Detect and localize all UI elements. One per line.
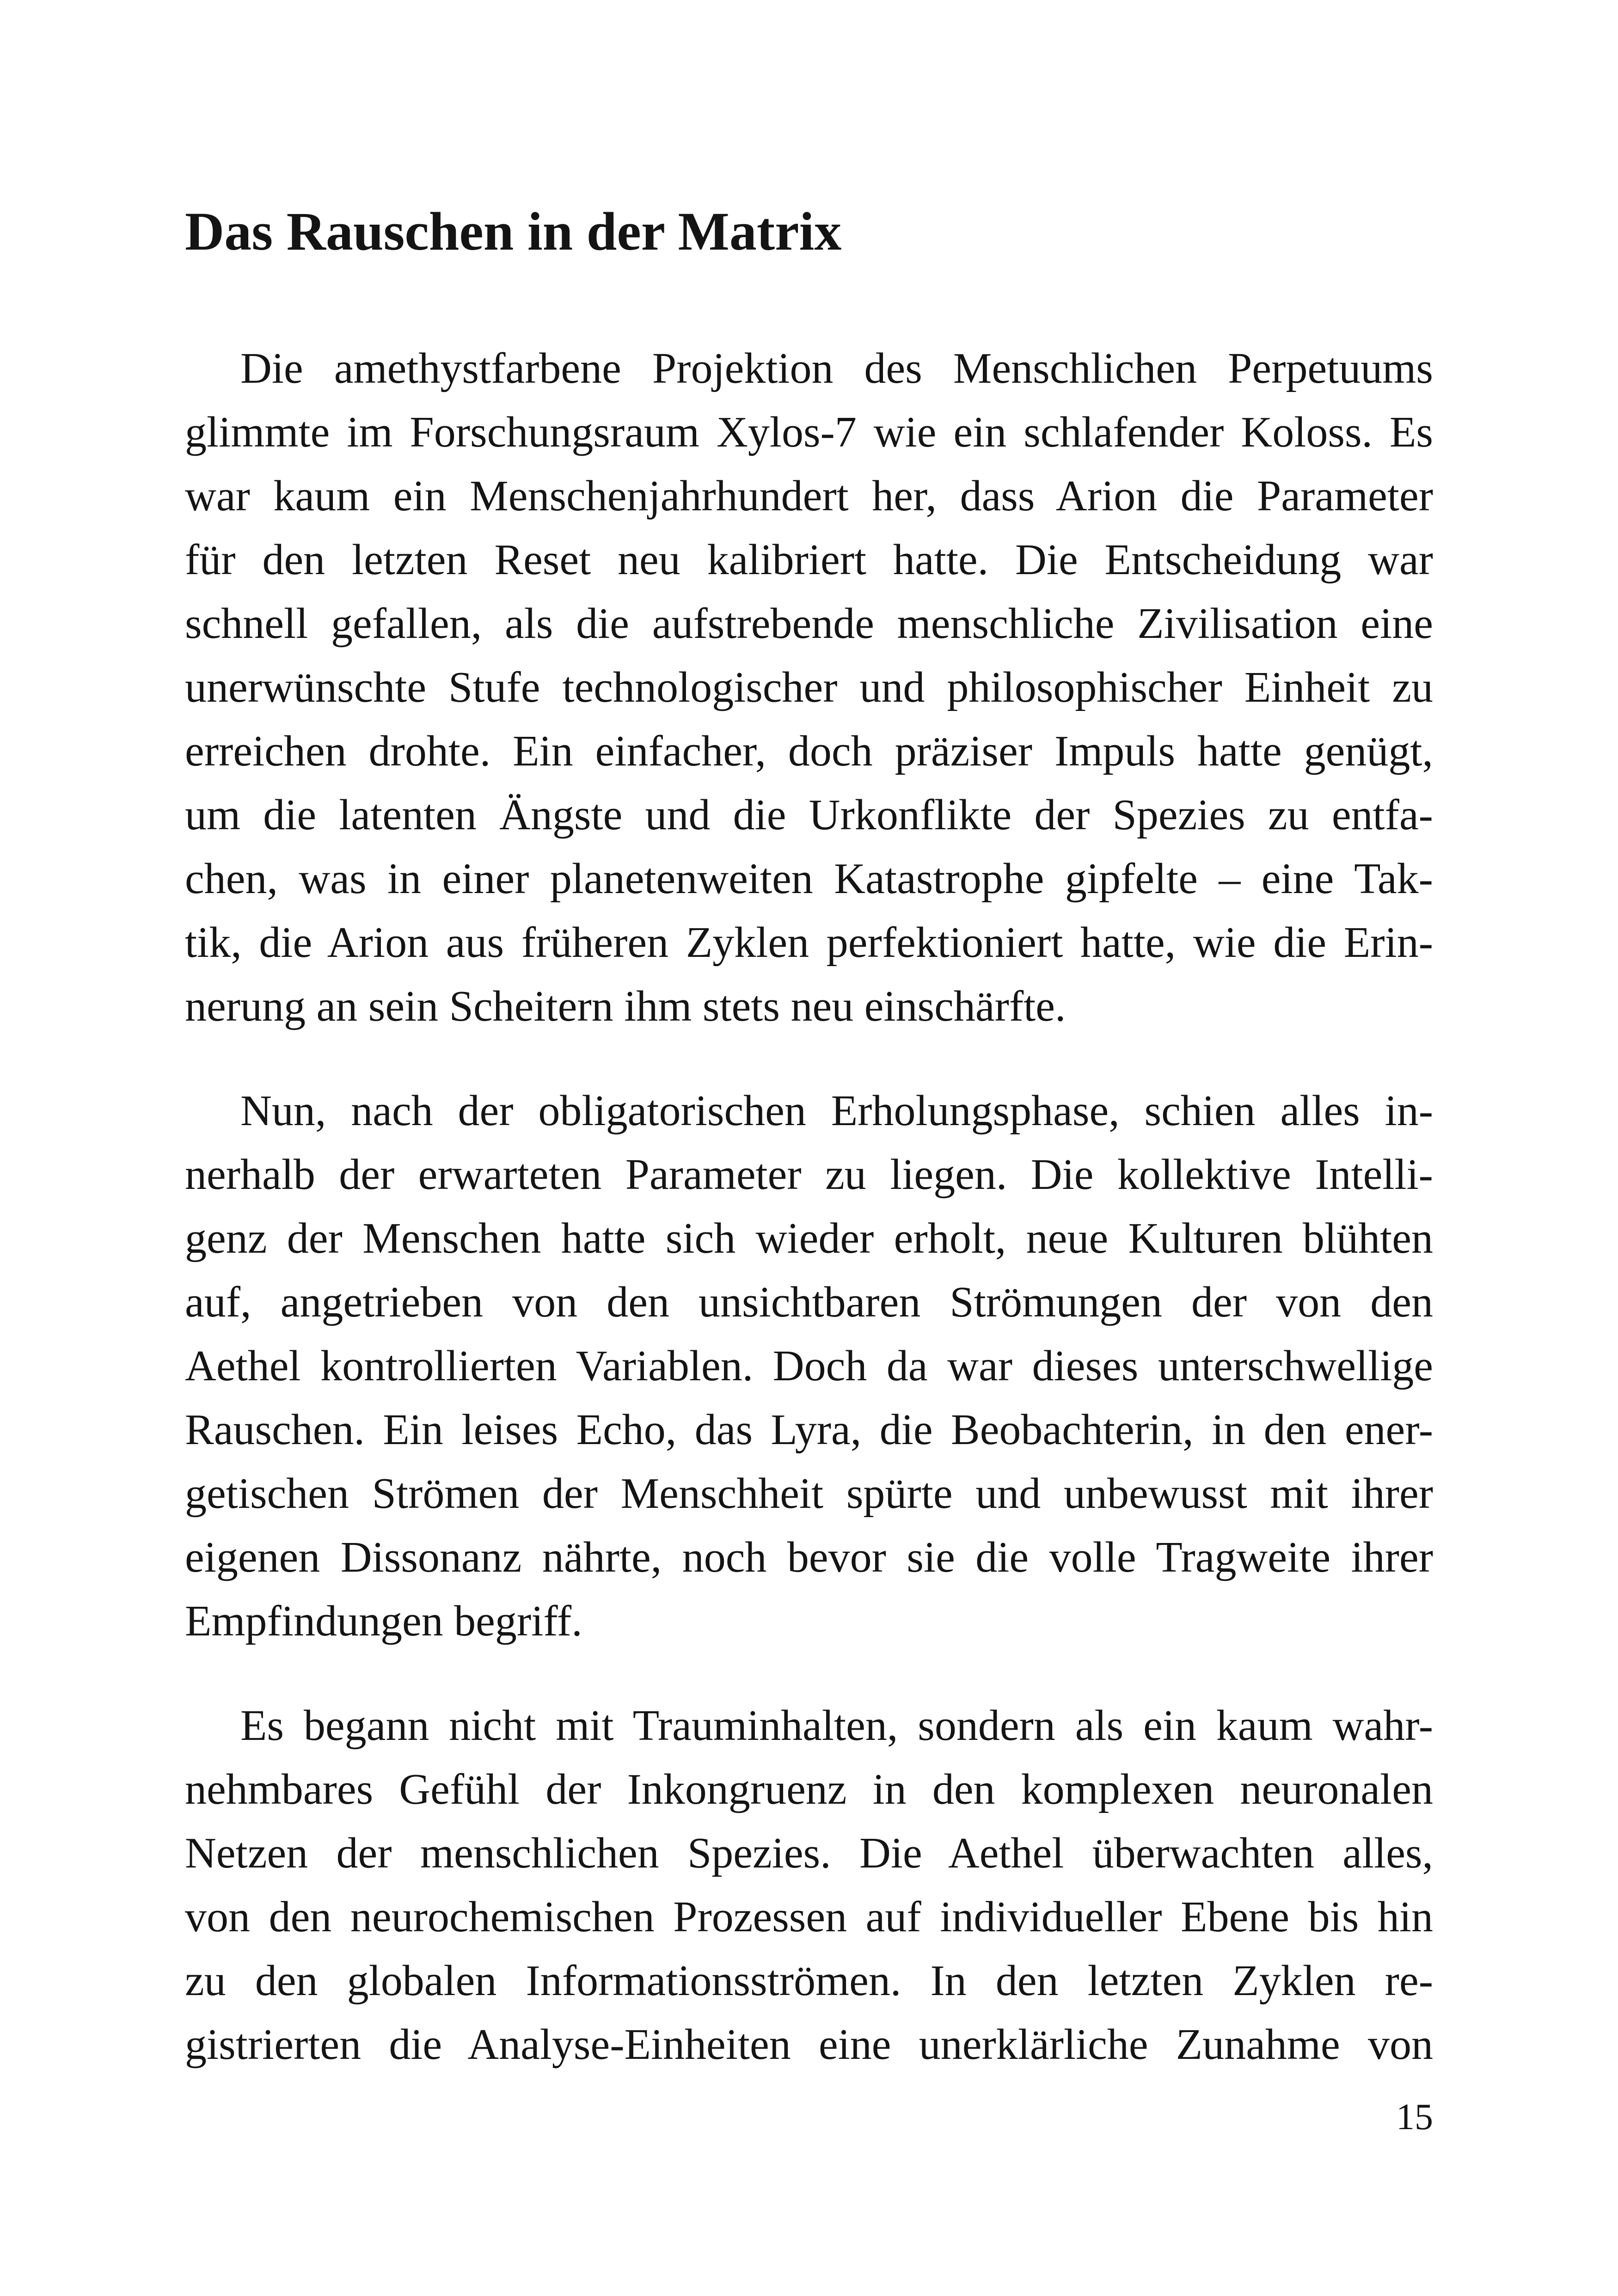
- paragraph-3: [185, 1694, 1433, 2076]
- text-line: tik, die Arion aus früheren Zyklen perfektioniert hatte, wie die Erin-: [185, 918, 1433, 967]
- text-line: Rauschen. Ein leises Echo, das Lyra, die Beobachterin, in den ener-: [185, 1406, 1433, 1454]
- text-line: eigenen Dissonanz nährte, noch bevor sie die volle Tragweite ihrer: [185, 1533, 1433, 1581]
- text-line: um die latenten Ängste und die Urkonflikte der Spezies zu entfa-: [185, 791, 1433, 839]
- text-line: Netzen der menschlichen Spezies. Die Aethel überwachten alles,: [185, 1829, 1433, 1877]
- text-line: glimmte im Forschungsraum Xylos-7 wie ein schlafender Koloss. Es: [185, 408, 1433, 456]
- text-line: gistrierten die Analyse-Einheiten eine unerklärliche Zunahme von: [185, 2020, 1433, 2069]
- text-line: war kaum ein Menschenjahrhundert her, dass Arion die Parameter: [185, 472, 1433, 520]
- text-line: chen, was in einer planetenweiten Katastrophe gipfelte – eine Tak-: [185, 855, 1433, 903]
- text-line: Aethel kontrollierten Variablen. Doch da war dieses unterschwellige: [185, 1342, 1433, 1390]
- text-line: auf, angetrieben von den unsichtbaren Strömungen der von den: [185, 1278, 1433, 1326]
- text-line: Nun, nach der obligatorischen Erholungsphase, schien alles in-: [240, 1087, 1433, 1135]
- text-line: erreichen drohte. Ein einfacher, doch präziser Impuls hatte genügt,: [185, 727, 1433, 775]
- text-line: Empfindungen begriff.: [185, 1597, 582, 1645]
- text-line: nerhalb der erwarteten Parameter zu liegen. Die kollektive Intelli-: [185, 1151, 1433, 1199]
- text-line: Es begann nicht mit Trauminhalten, sondern als ein kaum wahr-: [240, 1702, 1433, 1750]
- body-text: [185, 337, 1433, 2117]
- text-line: für den letzten Reset neu kalibriert hatte. Die Entscheidung war: [185, 536, 1433, 584]
- text-line: von den neurochemischen Prozessen auf individueller Ebene bis hin: [185, 1893, 1433, 1941]
- text-line: nehmbares Gefühl der Inkongruenz in den komplexen neuronalen: [185, 1765, 1433, 1813]
- text-line: genz der Menschen hatte sich wieder erholt, neue Kulturen blühten: [185, 1214, 1433, 1262]
- text-line: unerwünschte Stufe technologischer und philosophischer Einheit zu: [185, 663, 1433, 711]
- text-line: zu den globalen Informationsströmen. In den letzten Zyklen re-: [185, 1957, 1433, 2005]
- text-line: nerung an sein Scheitern ihm stets neu einschärfte.: [185, 982, 1066, 1030]
- paragraph-1: [185, 337, 1433, 1038]
- text-line: Die amethystfarbene Projektion des Menschlichen Perpetuums: [240, 344, 1433, 392]
- paragraph-2: [185, 1079, 1433, 1653]
- page-number: 15: [1396, 2097, 1433, 2137]
- text-line: schnell gefallen, als die aufstrebende menschliche Zivilisation eine: [185, 600, 1433, 648]
- chapter-title: Das Rauschen in der Matrix: [185, 201, 842, 262]
- text-line: getischen Strömen der Menschheit spürte und unbewusst mit ihrer: [185, 1469, 1433, 1518]
